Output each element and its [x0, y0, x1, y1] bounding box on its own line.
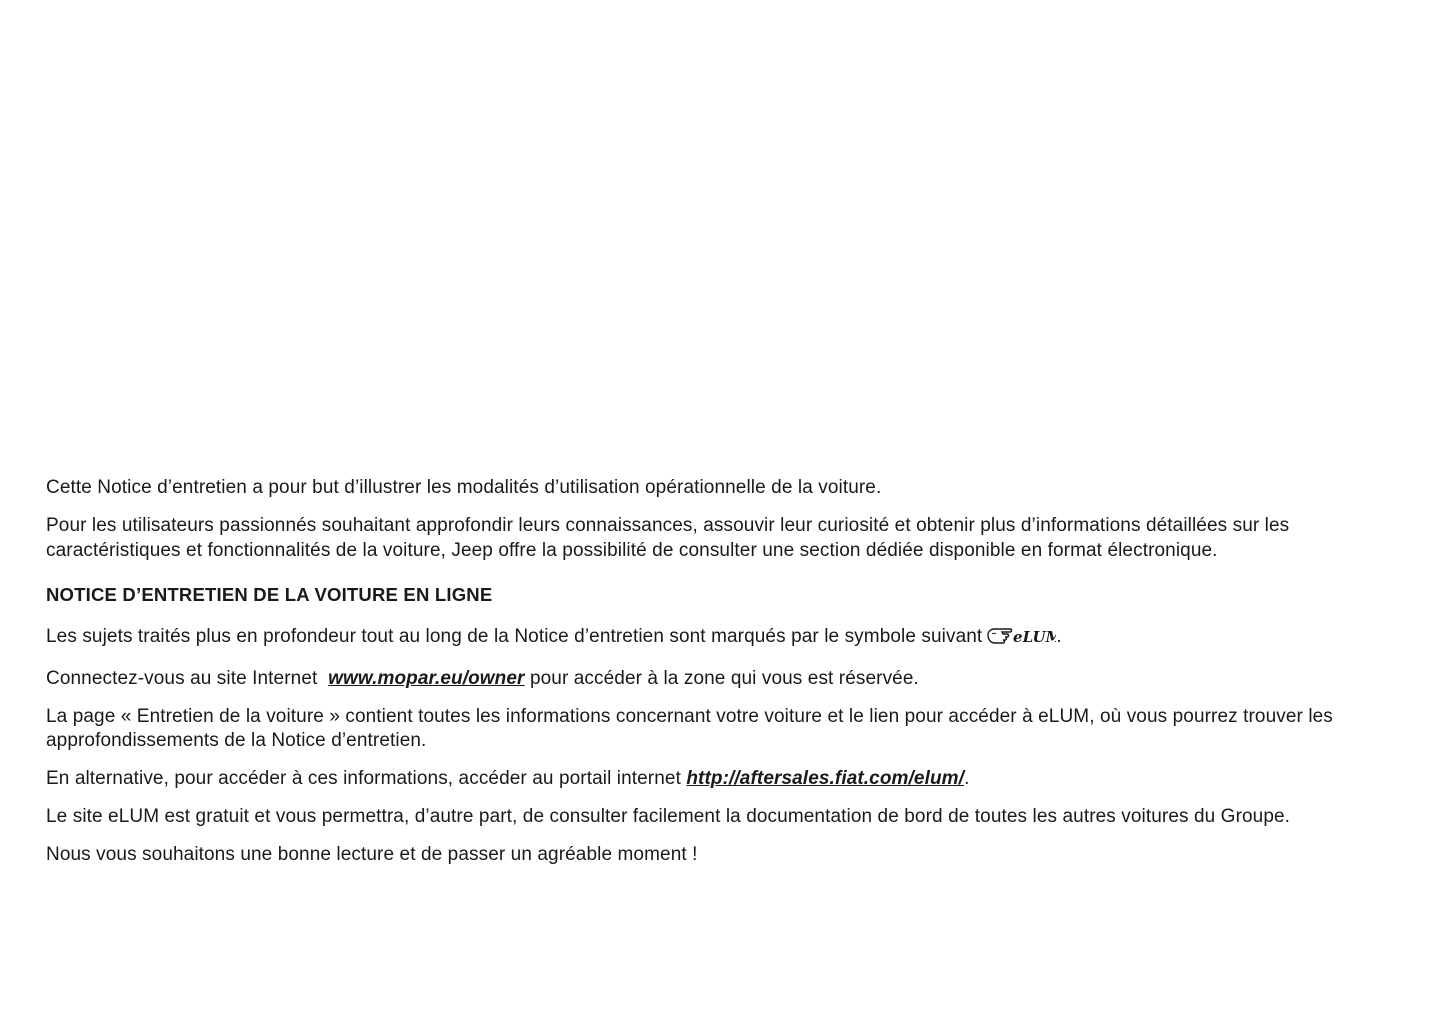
closing-paragraph: Nous vous souhaitons une bonne lecture et de passer un agréable moment ! — [46, 844, 698, 865]
alternative-paragraph — [46, 767, 1408, 792]
symbol-paragraph-text: Les sujets traités plus en profondeur tout au long de la Notice d’entretien sont marqués par le symbole suivant — [46, 625, 983, 647]
alternative-text-before: En alternative, pour accéder à ces informations, accéder au portail internet — [46, 768, 681, 789]
aftersales-elum-link[interactable]: http://aftersales.fiat.com/elum/ — [686, 768, 965, 789]
connect-paragraph — [46, 667, 1408, 692]
mopar-owner-link[interactable]: www.mopar.eu/owner — [328, 667, 525, 689]
alternative-text-after: . — [964, 768, 970, 789]
elum-symbol-label: eLU — [1013, 627, 1046, 646]
connect-text-before: Connectez-vous au site Internet — [46, 667, 318, 689]
page-paragraph: La page « Entretien de la voiture » contient toutes les informations concernant votre voiture et le lien pour accéder à eLUM, où vous pourrez trouver les approfondissements de la Notice d’entretien. — [46, 705, 1333, 751]
symbol-paragraph-end: . — [1056, 625, 1062, 647]
connect-text-after: pour accéder à la zone qui vous est réservée. — [529, 667, 919, 689]
pointing-hand-elum-icon — [986, 622, 1056, 654]
intro-paragraph-2: Pour les utilisateurs passionnés souhaitant approfondir leurs connaissances, assouvir leur curiosité et obtenir plus d’informations détaillées sur les caractéristiques et fonctionnalités de la voiture, Jeep offre la possibilité de consulter une section dédiée disponible en format électronique. — [46, 515, 1290, 561]
document-body — [46, 476, 1408, 881]
section-heading: NOTICE D’ENTRETIEN DE LA VOITURE EN LIGNE — [46, 584, 493, 605]
free-site-paragraph: Le site eLUM est gratuit et vous permettra, d’autre part, de consulter facilement la documentation de bord de toutes les autres voitures du Groupe. — [46, 806, 1291, 827]
intro-paragraph-1: Cette Notice d’entretien a pour but d’illustrer les modalités d’utilisation opérationnelle de la voiture. — [46, 477, 882, 498]
symbol-paragraph — [46, 622, 1408, 654]
